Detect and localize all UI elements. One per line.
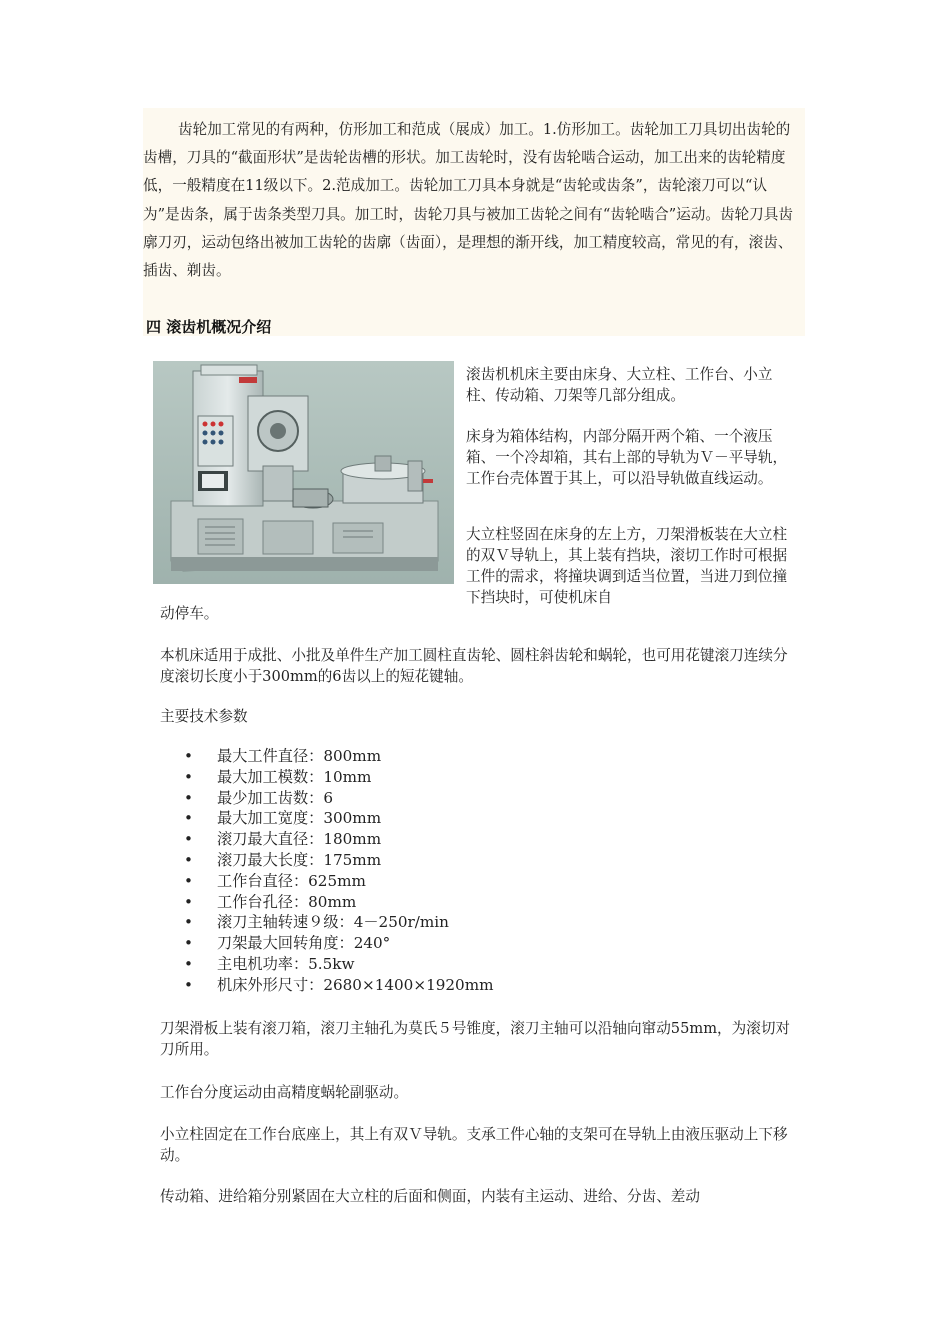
- after-paragraph-2: 工作台分度运动由高精度蜗轮副驱动。: [160, 1084, 409, 1101]
- bullet-glyph: •: [184, 850, 193, 869]
- list-item: [160, 746, 494, 767]
- param-text: 工作台孔径：80mm: [217, 892, 357, 911]
- bullet-glyph: •: [184, 767, 193, 786]
- side-paragraph-1: 滚齿机机床主要由床身、大立柱、工作台、小立柱、传动箱、刀架等几部分组成。: [466, 366, 773, 404]
- param-text: 最少加工齿数：6: [217, 788, 333, 807]
- section-heading: 四 滚齿机概况介绍: [146, 318, 272, 336]
- after-paragraph-4: 传动箱、进给箱分别紧固在大立柱的后面和侧面，内装有主运动、进给、分齿、差动: [160, 1188, 700, 1205]
- list-item: [160, 788, 494, 809]
- bullet-glyph: •: [184, 747, 193, 765]
- side-paragraph-2: 床身为箱体结构，内部分隔开两个箱、一个液压箱、一个冷却箱，其右上部的导轨为Ｖ－平导轨，工作台壳体置于其上，可以沿导轨做直线运动。: [466, 428, 788, 487]
- bullet-glyph: •: [184, 830, 193, 849]
- side-paragraph-3: 大立柱竖固在床身的左上方，刀架滑板装在大立柱的双Ｖ导轨上，其上装有挡块，滚切工作时可根据工件的需求，将撞块调到适当位置，当进刀到位撞下挡块时，可使机床自: [466, 526, 788, 606]
- list-item: [160, 767, 494, 788]
- after-paragraph-3: 小立柱固定在工作台底座上，其上有双Ｖ导轨。支承工件心轴的支架可在导轨上由液压驱动上下移动。: [160, 1126, 788, 1164]
- intro-paragraph: 齿轮加工常见的有两种，仿形加工和范成（展成）加工。1.仿形加工。齿轮加工刀具切出齿轮的齿槽，刀具的“截面形状”是齿轮齿槽的形状。加工齿轮时，没有齿轮啮合运动，加工出来的齿轮精度低，一般精度在11级以下。2.范成加工。齿轮加工刀具本身就是“齿轮或齿条”，齿轮滚刀可以“认为”是齿条，属于齿条类型刀具。加工时，齿轮刀具与被加工齿轮之间有“齿轮啮合”运动。齿轮刀具齿廓刀刃，运动包络出被加工齿轮的齿廓（齿面），是理想的渐开线，加工精度较高，常见的有，滚齿、插齿、剃齿。: [143, 121, 793, 280]
- param-text: 最大加工宽度：300mm: [217, 809, 382, 828]
- list-item: [160, 829, 494, 850]
- applicability-paragraph: 本机床适用于成批、小批及单件生产加工圆柱直齿轮、圆柱斜齿轮和蜗轮，也可用花键滚刀连续分度滚切长度小于300mm的6齿以上的短花键轴。: [160, 647, 788, 685]
- param-text: 滚刀最大长度：175mm: [217, 850, 382, 869]
- params-list: [160, 746, 494, 996]
- param-text: 主电机功率：5.5kw: [217, 954, 355, 973]
- list-item: [160, 808, 494, 829]
- param-text: 最大加工模数：10mm: [217, 767, 372, 786]
- gear-hobbing-machine-photo: [153, 361, 454, 584]
- list-item: [160, 892, 494, 913]
- param-text: 工作台直径：625mm: [217, 871, 366, 890]
- list-item: [160, 871, 494, 892]
- param-text: 滚刀主轴转速９级：4－250r/min: [217, 913, 449, 932]
- param-text: 滚刀最大直径：180mm: [217, 830, 382, 849]
- after-paragraph-1: 刀架滑板上装有滚刀箱，滚刀主轴孔为莫氏５号锥度，滚刀主轴可以沿轴向窜动55mm，为滚切对刀所用。: [160, 1020, 791, 1058]
- param-text: 刀架最大回转角度：240°: [217, 934, 391, 953]
- bullet-glyph: •: [184, 788, 193, 807]
- bullet-glyph: •: [184, 871, 193, 890]
- wrap-continuation: 动停车。: [160, 605, 219, 622]
- list-item: [160, 954, 494, 975]
- bullet-glyph: •: [184, 892, 193, 911]
- param-text: 最大工件直径：800mm: [217, 747, 382, 765]
- bullet-glyph: •: [184, 809, 193, 828]
- list-item: [160, 933, 494, 954]
- list-item: [160, 975, 494, 996]
- machine-illustration: [153, 361, 454, 584]
- bullet-glyph: •: [184, 975, 193, 994]
- bullet-glyph: •: [184, 934, 193, 953]
- params-heading: 主要技术参数: [160, 708, 248, 725]
- list-item: [160, 912, 494, 933]
- bullet-glyph: •: [184, 954, 193, 973]
- bullet-glyph: •: [184, 913, 193, 932]
- list-item: [160, 850, 494, 871]
- param-text: 机床外形尺寸：2680×1400×1920mm: [217, 975, 494, 994]
